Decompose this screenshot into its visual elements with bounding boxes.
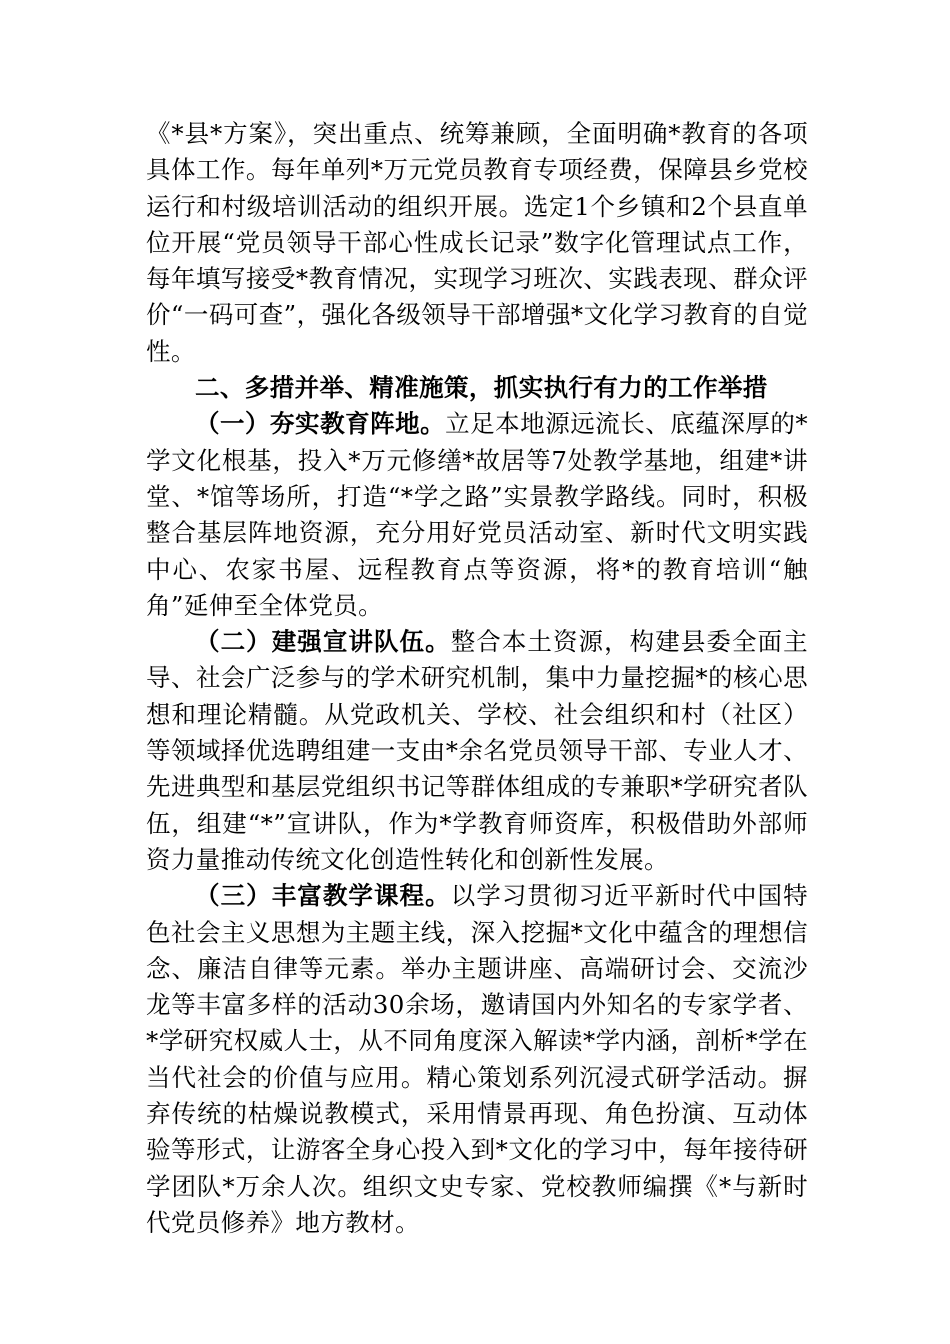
subsection-body-1: 立足本地源远流长、底蕴深厚的*学文化根基，投入*万元修缮*故居等7处教学基地，组建*讲堂、*馆等场所，打造“*学之路”实景教学路线。同时，积极整合基层阵地资源，充分用好党员活动室、新时代文明实践中心、农家书屋、远程教育点等资源，将*的教育培训“触角”延伸至全体党员。 bbox=[146, 409, 809, 620]
continuation-paragraph: 《*县*方案》，突出重点、统筹兼顾，全面明确*教育的各项具体工作。每年单列*万元党员教育专项经费，保障县乡党校运行和村级培训活动的组织开展。选定1个乡镇和2个县直单位开展“党员领导干部心性成长记录”数字化管理试点工作，每年填写接受*教育情况，实现学习班次、实践表现、群众评价“一码可查”，强化各级领导干部增强*文化学习教育的自觉性。 bbox=[146, 119, 808, 366]
subsection-body-3: 以学习贯彻习近平新时代中国特色社会主义思想为主题主线，深入挖掘*文化中蕴含的理想信念、廉洁自律等元素。举办主题讲座、高端研讨会、交流沙龙等丰富多样的活动30余场，邀请国内外知名的专家学者、*学研究权威人士，从不同角度深入解读*学内涵，剖析*学在当代社会的价值与应用。精心策划系列沉浸式研学活动。摒弃传统的枯燥说教模式，采用情景再现、角色扮演、互动体验等形式，让游客全身心投入到*文化的学习中，每年接待研学团队*万余人次。组织文史专家、党校教师编撰《*与新时代党员修养》地方教材。 bbox=[146, 881, 809, 1237]
subsection-paragraph-1 bbox=[146, 406, 808, 624]
subsection-lead-2: （二）建强宣讲队伍。 bbox=[195, 627, 451, 657]
section-heading: 二、多措并举、精准施策，抓实执行有力的工作举措 bbox=[195, 373, 768, 403]
subsection-paragraph-2 bbox=[146, 624, 808, 878]
subsection-body-2: 整合本土资源，构建县委全面主导、社会广泛参与的学术研究机制，集中力量挖掘*的核心思想和理论精髓。从党政机关、学校、社会组织和村（社区）等领域择优选聘组建一支由*余名党员领导干部、专业人才、先进典型和基层党组织书记等群体组成的专兼职*学研究者队伍，组建“*”宣讲队，作为*学教育师资库，积极借助外部师资力量推动传统文化创造性转化和创新性发展。 bbox=[146, 627, 809, 874]
subsection-lead-1: （一）夯实教育阵地。 bbox=[195, 409, 446, 439]
document-body bbox=[146, 116, 808, 1241]
subsection-paragraph-3 bbox=[146, 878, 808, 1241]
subsection-lead-3: （三）丰富教学课程。 bbox=[195, 881, 451, 911]
